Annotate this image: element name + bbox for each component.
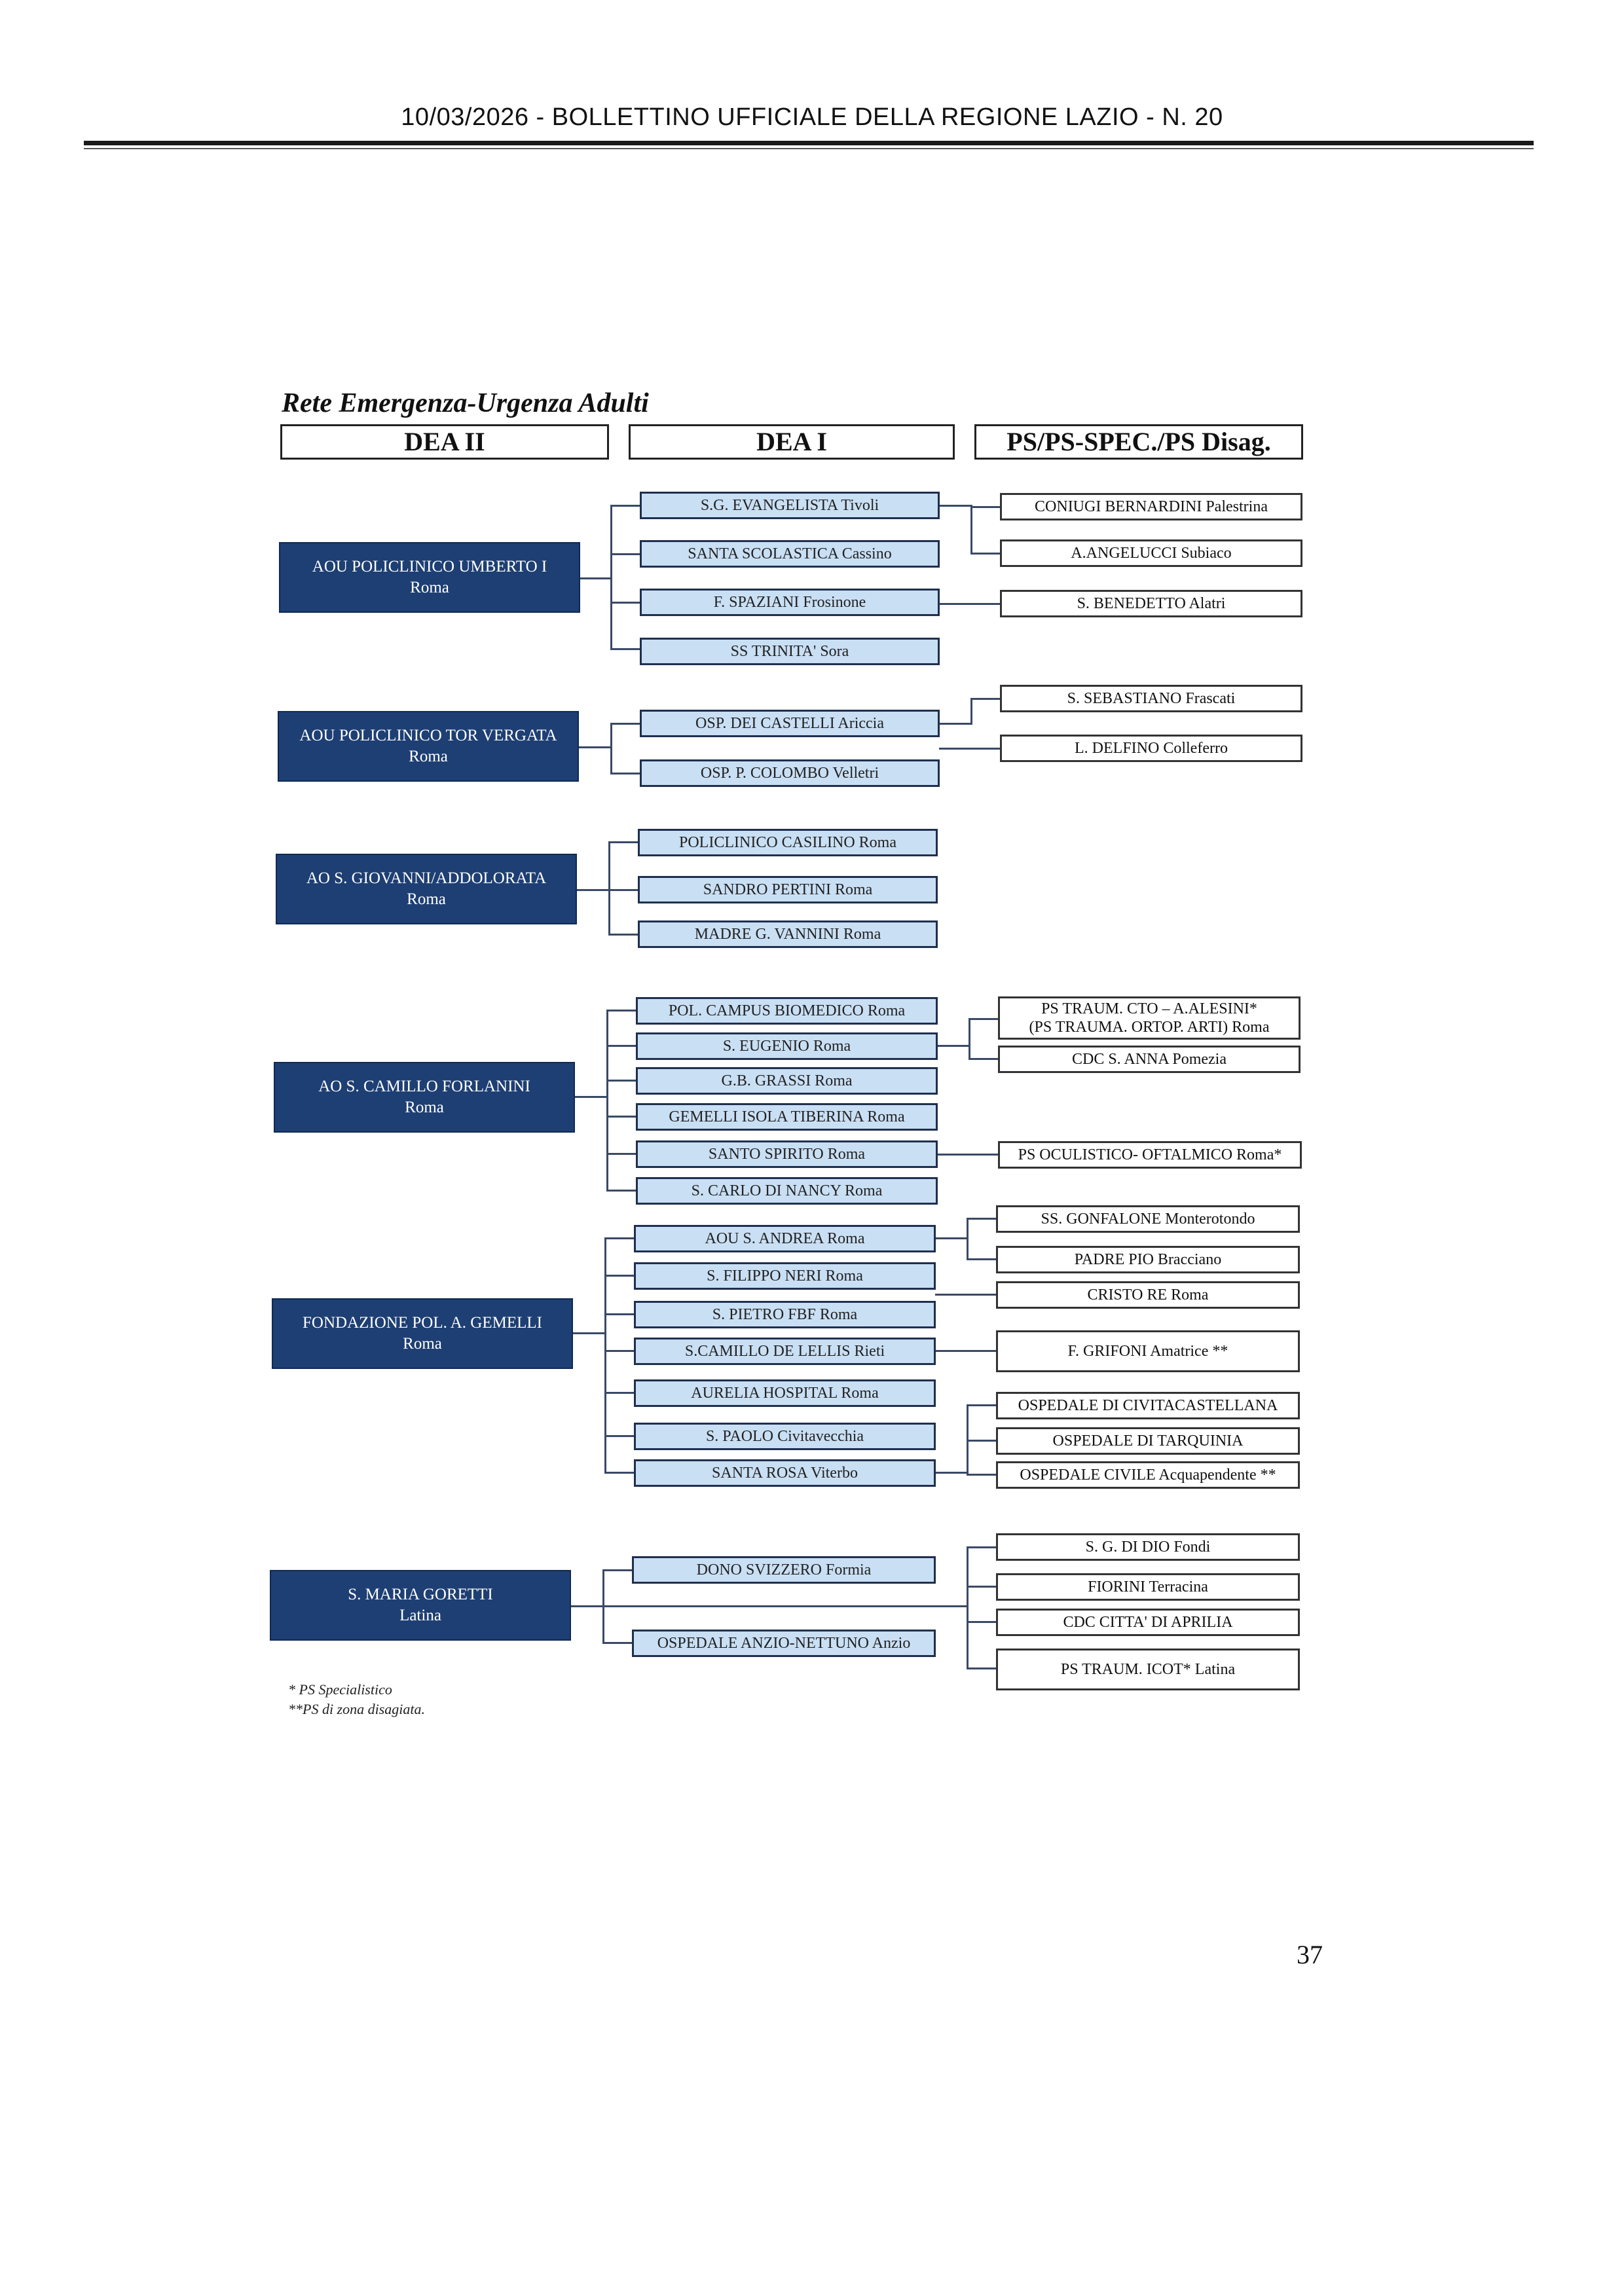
connector (939, 748, 1001, 750)
dea1-node: SS TRINITA' Sora (640, 638, 940, 665)
column-header-ps: PS/PS-SPEC./PS Disag. (974, 424, 1303, 460)
connector (606, 1116, 637, 1118)
connector (967, 1258, 997, 1260)
hub-name: AO S. CAMILLO FORLANINI (318, 1078, 530, 1095)
hub-city: Latina (399, 1607, 441, 1624)
dea2-hub-tor-vergata (278, 711, 579, 782)
ps-node: CRISTO RE Roma (996, 1281, 1300, 1309)
dea1-node: AURELIA HOSPITAL Roma (634, 1379, 936, 1407)
connector (608, 889, 638, 891)
ps-label: (PS TRAUMA. ORTOP. ARTI) Roma (1029, 1019, 1270, 1036)
dea1-node: S. EUGENIO Roma (636, 1032, 938, 1060)
connector (939, 603, 1001, 605)
ps-label: PS TRAUM. CTO – A.ALESINI* (1041, 1000, 1257, 1017)
hub-city: Roma (409, 748, 448, 765)
connector (967, 1474, 997, 1476)
connector (575, 1096, 608, 1098)
header-rule-thin (84, 148, 1534, 149)
ps-node: SS. GONFALONE Monterotondo (996, 1205, 1300, 1233)
connector (967, 1621, 997, 1623)
ps-node: L. DELFINO Colleferro (1000, 735, 1302, 762)
diagram-title: Rete Emergenza-Urgenza Adulti (282, 388, 649, 418)
dea1-node: OSPEDALE ANZIO-NETTUNO Anzio (632, 1630, 936, 1657)
connector (604, 1392, 635, 1394)
connector (969, 1018, 999, 1020)
connector (606, 1010, 637, 1011)
connector (967, 1586, 997, 1588)
connector (967, 1218, 997, 1220)
connector (604, 1275, 635, 1277)
connector (970, 698, 972, 725)
connector (577, 889, 610, 891)
ps-node: OSPEDALE DI TARQUINIA (996, 1427, 1300, 1455)
dea1-node: MADRE G. VANNINI Roma (638, 920, 938, 948)
footnote: * PS Specialistico (288, 1681, 392, 1698)
hub-name: FONDAZIONE POL. A. GEMELLI (303, 1314, 542, 1332)
hub-name: AO S. GIOVANNI/ADDOLORATA (306, 869, 547, 887)
connector (579, 746, 612, 748)
dea1-node: GEMELLI ISOLA TIBERINA Roma (636, 1103, 938, 1131)
dea1-node: S. PIETRO FBF Roma (634, 1301, 936, 1328)
dea1-node: SANDRO PERTINI Roma (638, 876, 938, 903)
dea1-node: OSP. DEI CASTELLI Ariccia (640, 710, 940, 737)
connector (970, 506, 1001, 508)
connector (604, 1313, 635, 1315)
ps-node: PS TRAUM. ICOT* Latina (996, 1649, 1300, 1690)
connector (967, 1440, 997, 1442)
connector (969, 1058, 999, 1060)
dea2-hub-san-giovanni (276, 854, 577, 924)
hub-city: Roma (407, 890, 446, 908)
connector (610, 648, 640, 650)
connector (937, 1154, 999, 1156)
connector (967, 1218, 969, 1260)
dea2-hub-goretti (270, 1570, 571, 1641)
dea1-node: AOU S. ANDREA Roma (634, 1225, 936, 1252)
ps-node (998, 996, 1301, 1040)
connector (579, 577, 612, 579)
connector (610, 602, 640, 604)
hub-name: S. MARIA GORETTI (348, 1586, 493, 1603)
ps-node: FIORINI Terracina (996, 1573, 1300, 1601)
ps-node: A.ANGELUCCI Subiaco (1000, 539, 1302, 567)
ps-node: S. G. DI DIO Fondi (996, 1533, 1300, 1561)
connector (970, 698, 1001, 700)
connector (935, 1294, 997, 1296)
connector (967, 1546, 997, 1548)
dea1-node: S. FILIPPO NERI Roma (634, 1262, 936, 1290)
dea1-node: G.B. GRASSI Roma (636, 1067, 938, 1095)
connector (602, 1642, 633, 1644)
connector (608, 934, 638, 936)
connector (935, 1350, 997, 1352)
connector (610, 723, 612, 774)
dea1-node: S. CARLO DI NANCY Roma (636, 1177, 938, 1205)
connector (967, 1404, 997, 1406)
connector (610, 505, 640, 507)
connector (969, 1018, 970, 1060)
dea1-node: DONO SVIZZERO Formia (632, 1556, 936, 1584)
ps-node: F. GRIFONI Amatrice ** (996, 1330, 1300, 1372)
connector (604, 1472, 635, 1474)
dea1-node: S.CAMILLO DE LELLIS Rieti (634, 1338, 936, 1365)
dea2-hub-gemelli (272, 1298, 573, 1369)
column-header-dea1: DEA I (629, 424, 955, 460)
dea1-node: S. PAOLO Civitavecchia (634, 1423, 936, 1450)
hub-city: Roma (405, 1099, 444, 1116)
connector (970, 553, 1001, 555)
dea1-node: OSP. P. COLOMBO Velletri (640, 759, 940, 787)
footnote: **PS di zona disagiata. (288, 1701, 426, 1717)
dea2-hub-san-camillo (274, 1062, 575, 1133)
connector (937, 1045, 970, 1047)
dea1-node: SANTO SPIRITO Roma (636, 1140, 938, 1168)
connector (610, 723, 640, 725)
ps-node: OSPEDALE CIVILE Acquapendente ** (996, 1461, 1300, 1489)
hub-name: AOU POLICLINICO TOR VERGATA (299, 727, 557, 744)
connector (939, 723, 972, 725)
connector (610, 773, 640, 774)
connector (571, 1605, 604, 1607)
connector (608, 841, 610, 936)
header-rule (84, 141, 1534, 145)
hub-city: Roma (410, 579, 449, 596)
connector (608, 841, 638, 843)
connector (939, 505, 972, 507)
connector (610, 505, 612, 649)
connector (604, 1435, 635, 1437)
ps-node: S. SEBASTIANO Frascati (1000, 685, 1302, 712)
connector (604, 1237, 635, 1239)
page-number: 37 (1297, 1940, 1323, 1969)
connector (604, 1605, 968, 1607)
dea1-node: S.G. EVANGELISTA Tivoli (640, 492, 940, 519)
dea1-node: POL. CAMPUS BIOMEDICO Roma (636, 997, 938, 1025)
ps-node: PS OCULISTICO- OFTALMICO Roma* (998, 1141, 1302, 1169)
connector (967, 1404, 969, 1474)
connector (602, 1569, 633, 1571)
connector (604, 1237, 606, 1474)
dea2-hub-umberto (279, 542, 580, 613)
connector (970, 505, 972, 554)
page-header: 10/03/2026 - BOLLETTINO UFFICIALE DELLA REGIONE LAZIO - N. 20 (401, 103, 1223, 131)
connector (935, 1472, 968, 1474)
dea1-node: POLICLINICO CASILINO Roma (638, 829, 938, 856)
ps-node: PADRE PIO Bracciano (996, 1246, 1300, 1273)
column-header-dea2: DEA II (280, 424, 609, 460)
connector (606, 1190, 637, 1192)
ps-node: OSPEDALE DI CIVITACASTELLANA (996, 1392, 1300, 1419)
connector (606, 1010, 608, 1192)
connector (967, 1667, 997, 1669)
ps-node: CDC CITTA' DI APRILIA (996, 1609, 1300, 1636)
connector (606, 1080, 637, 1082)
dea1-node: SANTA SCOLASTICA Cassino (640, 540, 940, 568)
connector (967, 1546, 969, 1669)
dea1-node: SANTA ROSA Viterbo (634, 1459, 936, 1487)
hub-name: AOU POLICLINICO UMBERTO I (312, 558, 547, 575)
ps-node: CDC S. ANNA Pomezia (998, 1046, 1301, 1073)
connector (604, 1350, 635, 1352)
connector (606, 1153, 637, 1155)
connector (606, 1045, 637, 1047)
ps-node: S. BENEDETTO Alatri (1000, 590, 1302, 617)
connector (573, 1332, 606, 1334)
connector (935, 1237, 968, 1239)
connector (610, 553, 640, 555)
hub-city: Roma (403, 1335, 442, 1353)
dea1-node: F. SPAZIANI Frosinone (640, 589, 940, 616)
ps-node: CONIUGI BERNARDINI Palestrina (1000, 493, 1302, 520)
